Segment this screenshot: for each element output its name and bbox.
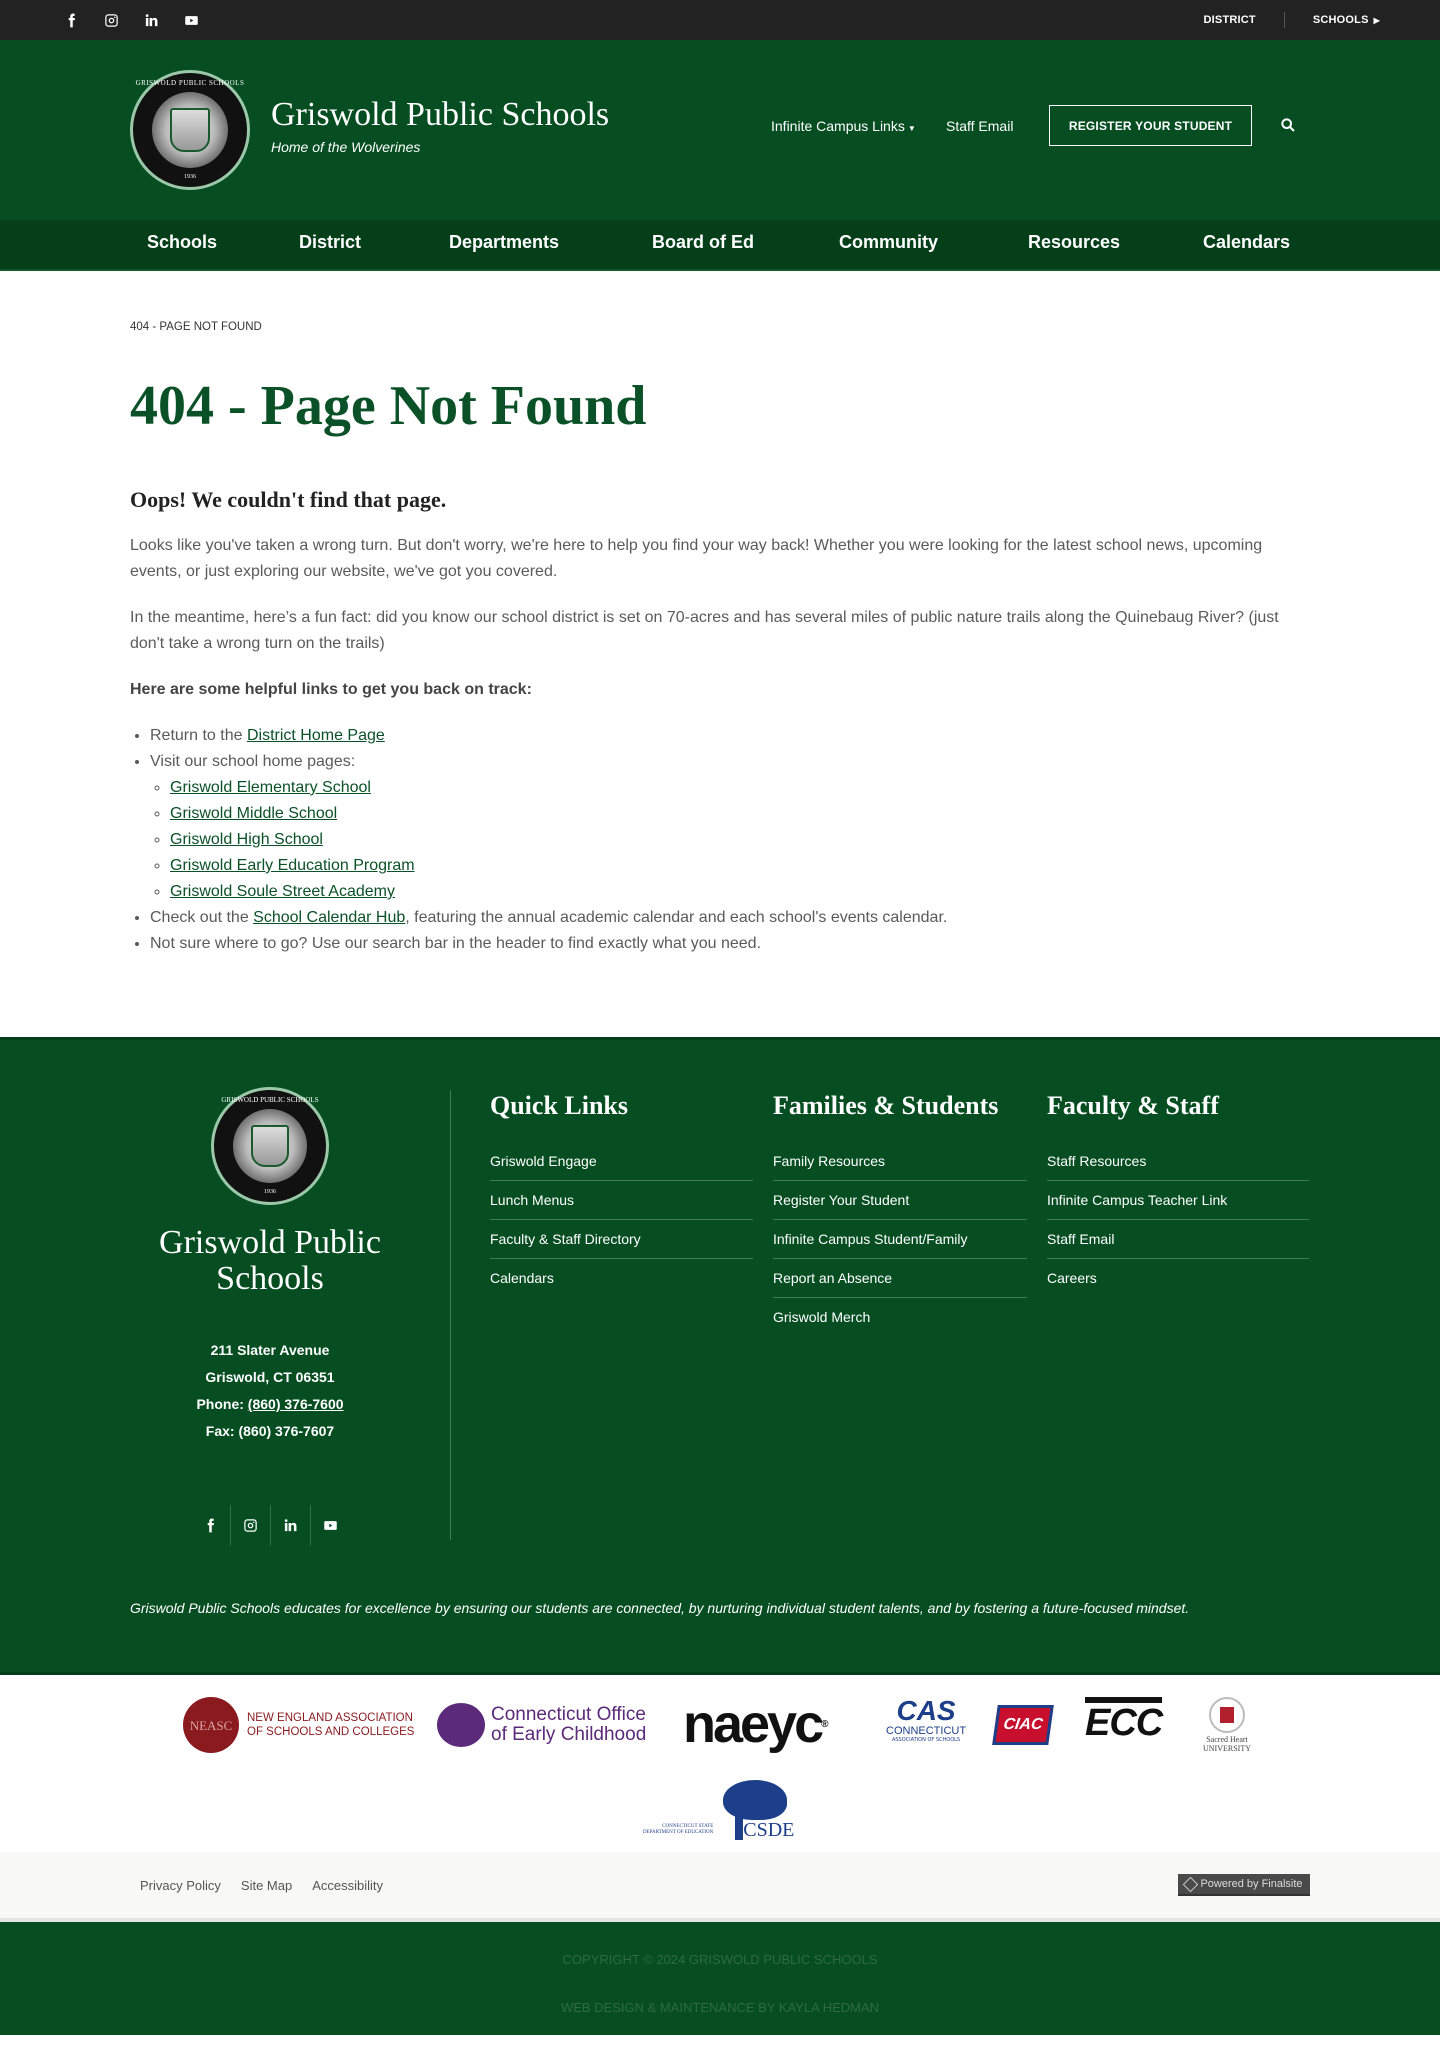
ecc-logo[interactable]: ECC [1085,1697,1162,1743]
list-item [150,931,1310,957]
mission-statement: Griswold Public Schools educates for excellence by ensuring our students are connected, by nurturing individual student talents, and by fostering a future-focused mindset. [130,1600,1190,1616]
youtube-icon[interactable] [310,1505,350,1545]
site-footer [0,1037,1440,1672]
neasc-mark: NEASC [183,1697,239,1753]
copyright-text: COPYRIGHT © 2024 GRISWOLD PUBLIC SCHOOLS [562,1952,878,1967]
list-item [170,801,1310,827]
footer-district-name: Griswold Public Schools [159,1224,381,1297]
high-school-link[interactable]: Griswold High School [170,831,323,848]
staff-email-link[interactable]: Staff Email [946,118,1014,134]
footer-link[interactable]: Infinite Campus Teacher Link [1047,1181,1309,1220]
main-nav [0,220,1440,271]
early-education-link[interactable]: Griswold Early Education Program [170,857,415,874]
caret-down-icon: ▼ [907,124,916,133]
seal-year: 1936 [184,174,196,180]
fax-line: Fax: (860) 376-7607 [205,1423,335,1439]
nav-item-departments[interactable]: Departments [449,232,560,252]
cas-text: CONNECTICUT [886,1725,967,1737]
caret-right-icon: ▶ [1373,16,1380,25]
page-title: 404 - Page Not Found [130,375,647,437]
main-content [0,271,1440,1037]
breadcrumb: 404 - PAGE NOT FOUND [130,321,262,333]
instagram-icon[interactable] [230,1505,270,1545]
instagram-icon[interactable] [102,11,120,29]
linkedin-icon[interactable] [142,11,160,29]
fun-fact-paragraph: In the meantime, here’s a fun fact: did you know our school district is set on 70-acres and has several miles of public nature trails along the Quinebaug River? (just don't take a wrong turn on the trails) [130,609,1279,652]
footer-address [130,1337,410,1445]
list-item [170,775,1310,801]
ciac-logo[interactable]: CIAC [992,1705,1054,1745]
accessibility-link[interactable]: Accessibility [312,1878,384,1893]
csde-logo[interactable] [643,1780,795,1841]
footer-column-faculty-staff [1047,1090,1309,1297]
search-icon[interactable] [1280,117,1300,137]
footer-divider [450,1090,451,1540]
infinite-campus-label: Infinite Campus Links [771,118,905,134]
social-links [62,11,200,29]
seal-text: GRISWOLD PUBLIC SCHOOLS [135,79,245,87]
legal-bar [0,1852,1440,1922]
footer-link[interactable]: Lunch Menus [490,1181,753,1220]
oec-hands-icon [437,1703,485,1747]
links-intro: Here are some helpful links to get you back on track: [130,681,532,698]
nav-item-schools[interactable]: Schools [147,232,218,252]
site-tagline: Home of the Wolverines [271,139,421,155]
divider [1284,12,1285,28]
linkedin-icon[interactable] [270,1505,310,1545]
site-title[interactable]: Griswold Public Schools [271,96,610,133]
powered-by-finalsite-badge[interactable] [1178,1874,1310,1896]
infinite-campus-links-dropdown[interactable] [771,118,916,134]
nav-item-resources[interactable]: Resources [1028,232,1121,252]
column-heading: Faculty & Staff [1047,1091,1219,1120]
list-text: , featuring the annual academic calendar and each school's events calendar. [405,909,948,926]
utility-bar [0,0,1440,40]
cas-mark: CAS [896,1695,956,1726]
soule-street-academy-link[interactable]: Griswold Soule Street Academy [170,883,395,900]
seal-text: GRISWOLD PUBLIC SCHOOLS [221,1096,319,1104]
naeyc-wordmark: naeyc [683,1694,822,1754]
address-line-2: Griswold, CT 06351 [205,1369,335,1385]
shield-icon [251,1125,289,1167]
shu-text: Sacred Heart [1206,1735,1248,1744]
register-student-button[interactable]: REGISTER YOUR STUDENT [1049,105,1252,146]
footer-column-quick-links [490,1090,753,1297]
footer-link[interactable]: Register Your Student [773,1181,1027,1220]
finalsite-icon [1183,1876,1199,1892]
subheading: Oops! We couldn't find that page. [130,487,447,512]
legal-links [140,1878,383,1893]
calendar-hub-link[interactable]: School Calendar Hub [253,909,406,926]
footer-link[interactable]: Faculty & Staff Directory [490,1220,753,1259]
middle-school-link[interactable]: Griswold Middle School [170,805,338,822]
partner-logos [0,1672,1440,1852]
oec-text: Connecticut Office of Early Childhood [491,1704,647,1745]
privacy-policy-link[interactable]: Privacy Policy [140,1878,221,1893]
facebook-icon[interactable] [62,11,80,29]
neasc-logo[interactable] [183,1697,414,1753]
footer-link[interactable]: Infinite Campus Student/Family [773,1220,1027,1259]
footer-column-families-students [773,1090,1027,1336]
seal-crest [233,1109,307,1183]
address-line-1: 211 Slater Avenue [210,1342,330,1358]
column-heading: Quick Links [490,1091,629,1120]
footer-contact [130,1087,410,1545]
powered-text: Powered by Finalsite [1200,1878,1303,1890]
design-credit: WEB DESIGN & MAINTENANCE BY KAYLA HEDMAN [560,2000,880,2015]
list-text: Check out the [150,909,254,926]
schools-label: SCHOOLS [1312,14,1369,26]
shu-crest-icon [1209,1697,1245,1733]
csde-text: CONNECTICUT STATE DEPARTMENT OF EDUCATION [643,1824,714,1835]
helpful-links-list [130,723,1310,957]
footer-link[interactable]: Report an Absence [773,1259,1027,1298]
facebook-icon[interactable] [190,1505,230,1545]
column-heading: Families & Students [773,1091,999,1120]
cas-logo[interactable] [886,1697,966,1743]
list-item [150,723,1310,749]
list-item [150,749,1310,905]
header-links [0,105,1440,147]
phone-line [130,1391,410,1418]
schools-dropdown[interactable] [1313,14,1380,26]
neasc-text: NEW ENGLAND ASSOCIATION OF SCHOOLS AND COLLEGES [247,1712,415,1738]
footer-link[interactable]: Calendars [490,1270,554,1286]
list-text: Not sure where to go? Use our search bar in the header to find exactly what you need. [150,935,762,952]
shu-text: UNIVERSITY [1203,1744,1251,1753]
elementary-school-link[interactable]: Griswold Elementary School [170,779,371,796]
list-text: Return to the [150,727,247,744]
list-text: Visit our school home pages: [150,753,356,770]
list-item [170,827,1310,853]
list-item [170,879,1310,905]
district-link[interactable]: DISTRICT [1203,14,1256,26]
site-map-link[interactable]: Site Map [240,1878,293,1893]
footer-social-links [130,1505,410,1545]
phone-label: Phone: [196,1396,248,1412]
phone-link[interactable]: (860) 376-7600 [247,1396,344,1412]
naeyc-logo[interactable]: naeyc ® [683,1694,829,1754]
footer-link[interactable]: Griswold Merch [773,1309,871,1325]
nav-item-community[interactable]: Community [839,232,938,252]
district-home-link[interactable]: District Home Page [246,727,385,744]
copyright-bar [0,1922,1440,2035]
nav-item-board-of-ed[interactable]: Board of Ed [652,232,754,252]
list-item [150,905,1310,931]
footer-link[interactable]: Staff Email [1047,1220,1309,1259]
sacred-heart-logo[interactable] [1203,1697,1251,1753]
school-links-list [150,775,1310,905]
footer-link[interactable]: Staff Resources [1047,1142,1309,1181]
cas-subtext: ASSOCIATION OF SCHOOLS [891,1737,961,1743]
nav-item-district[interactable]: District [299,232,362,252]
footer-link[interactable]: Careers [1047,1270,1097,1286]
oec-logo[interactable] [437,1703,646,1747]
intro-paragraph: Looks like you've taken a wrong turn. But don't worry, we're here to help you find your way back! Whether you were looking for the latest school news, upcoming events, or just exploring our website, we've got you covered. [130,537,1263,580]
youtube-icon[interactable] [182,11,200,29]
list-item [170,853,1310,879]
seal-year: 1936 [264,1189,276,1195]
site-header [0,40,1440,220]
footer-link[interactable]: Griswold Engage [490,1142,753,1181]
footer-seal-logo [211,1087,329,1205]
site-switcher [1204,12,1380,28]
csde-tree-icon: CSDE [715,1780,787,1840]
footer-link[interactable]: Family Resources [773,1142,1027,1181]
nav-item-calendars[interactable]: Calendars [1203,232,1291,252]
